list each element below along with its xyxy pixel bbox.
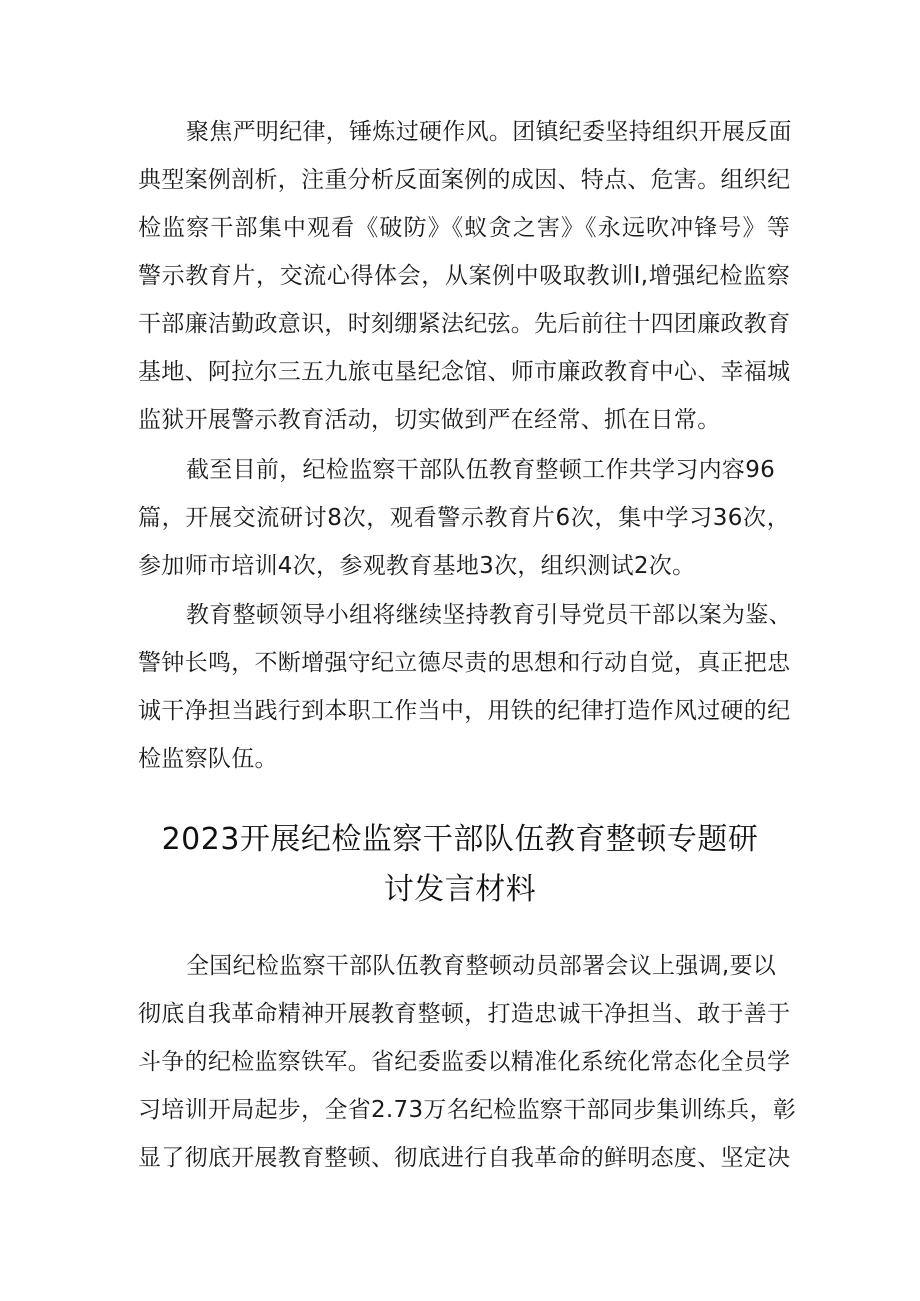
paragraph-line: 显了彻底开展教育整顿、彻底进行自我革命的鲜明态度、坚定决	[138, 1145, 791, 1171]
paragraph-line: 教育整顿领导小组将继续坚持教育引导党员干部以案为鉴、	[186, 602, 792, 628]
paragraph-line: 警示教育片，交流心得体会，从案例中吸取教训I,增强纪检监察	[138, 263, 790, 289]
paragraph-line: 干部廉洁勤政意识，时刻绷紧法纪弦。先后前往十四团廉政教育	[138, 311, 791, 337]
paragraph-line: 截至目前，纪检监察干部队伍教育整顿工作共学习内容96	[186, 457, 776, 483]
paragraph-line: 全国纪检监察干部队伍教育整顿动员部署会议上强调,要以	[186, 953, 777, 979]
paragraph-line: 检监察队伍。	[138, 746, 278, 772]
paragraph-line: 篇，开展交流研讨8次，观看警示教育片6次，集中学习36次，	[138, 505, 790, 531]
paragraph-line: 监狱开展警示教育活动，切实做到严在经常、抓在日常。	[138, 407, 721, 433]
paragraph-line: 习培训开局起步，全省2.73万名纪检监察干部同步集训练兵，彰	[138, 1097, 797, 1123]
paragraph-line: 检监察干部集中观看《破防》《蚁贪之害》《永远吹冲锋号》等	[138, 215, 790, 241]
paragraph-line: 彻底自我革命精神开展教育整顿，打造忠诚干净担当、敢于善于	[138, 1001, 791, 1027]
paragraph-line: 典型案例剖析，注重分析反面案例的成因、特点、危害。组织纪	[138, 167, 791, 193]
heading-line-1: 2023开展纪检监察干部队伍教育整顿专题研	[161, 822, 759, 857]
paragraph-line: 斗争的纪检监察铁军。省纪委监委以精准化系统化常态化全员学	[138, 1049, 791, 1075]
paragraph-line: 基地、阿拉尔三五九旅屯垦纪念馆、师市廉政教育中心、幸福城	[138, 359, 791, 385]
paragraph-line: 参加师市培训4次，参观教育基地3次，组织测试2次。	[138, 553, 696, 579]
heading-line-2: 讨发言材料	[383, 872, 537, 907]
paragraph-line: 诚干净担当践行到本职工作当中，用铁的纪律打造作风过硬的纪	[138, 698, 791, 724]
paragraph-line: 聚焦严明纪律，锤炼过硬作风。团镇纪委坚持组织开展反面	[186, 119, 792, 145]
paragraph-line: 警钟长鸣，不断增强守纪立德尽责的思想和行动自觉，真正把忠	[138, 650, 791, 676]
